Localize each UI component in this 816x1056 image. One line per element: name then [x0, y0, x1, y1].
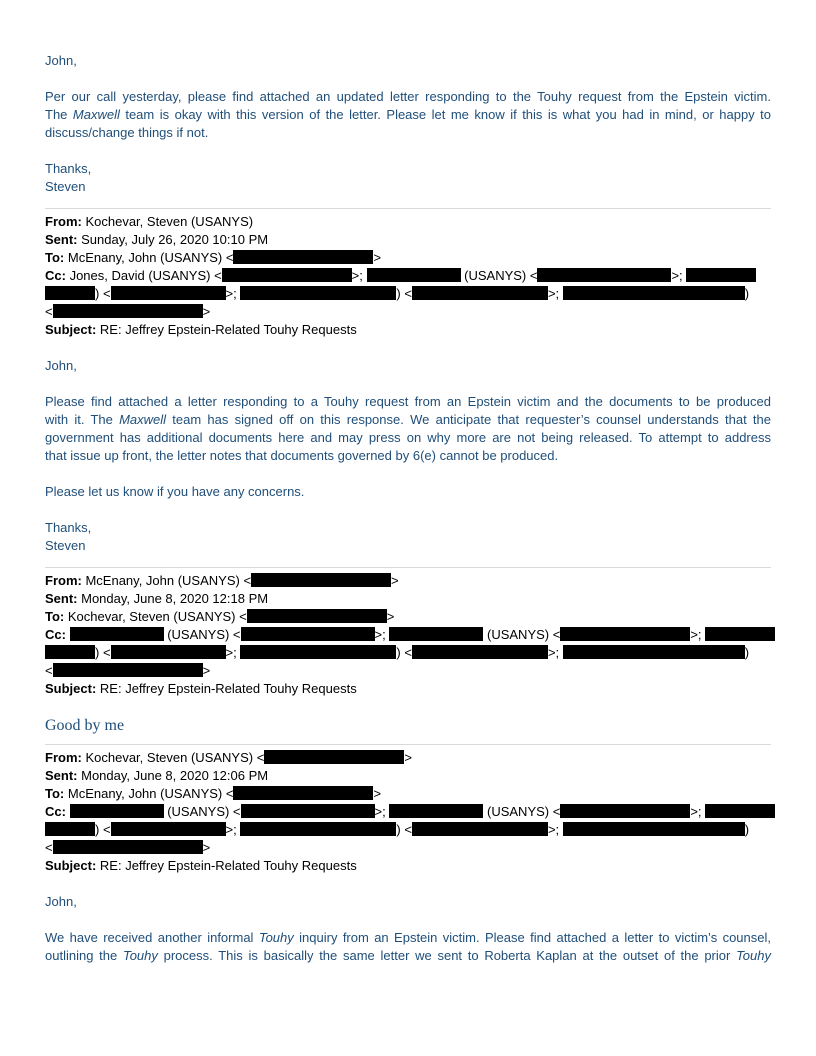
- redaction: [412, 822, 548, 836]
- redaction: [563, 822, 745, 836]
- body-line: outlining the Touhy process. This is basically the same letter we sent to Roberta Kaplan at the outset of the prior Touhy: [45, 948, 771, 963]
- redaction: [367, 268, 461, 282]
- redaction: [563, 645, 745, 659]
- cc-line-cont: ) < >; ) < >; ): [45, 821, 771, 839]
- body-line: discuss/change things if not.: [45, 125, 209, 140]
- redaction: [247, 609, 387, 623]
- redaction: [251, 573, 391, 587]
- redaction: [45, 822, 95, 836]
- divider: [45, 208, 771, 209]
- to-line: To: McEnany, John (USANYS) < >: [45, 250, 382, 265]
- redaction: [705, 627, 775, 641]
- divider: [45, 567, 771, 568]
- body-line: Per our call yesterday, please find attached an updated letter responding to the Touhy request from the Epstein victim.: [45, 89, 771, 104]
- redaction: [70, 804, 164, 818]
- email-body: Good by me: [45, 717, 125, 734]
- redaction: [241, 804, 375, 818]
- redaction: [240, 286, 396, 300]
- body-line: that issue up front, the letter notes that documents governed by 6(e) cannot be produced.: [45, 448, 559, 463]
- signature: Steven: [45, 179, 86, 194]
- signoff: Thanks,: [45, 161, 92, 176]
- redaction: [560, 627, 690, 641]
- sent-line: Sent: Monday, June 8, 2020 12:06 PM: [45, 768, 269, 783]
- to-line: To: McEnany, John (USANYS) < >: [45, 786, 382, 801]
- sent-line: Sent: Sunday, July 26, 2020 10:10 PM: [45, 232, 269, 247]
- redaction: [560, 804, 690, 818]
- redaction: [240, 822, 396, 836]
- cc-line: Cc: Jones, David (USANYS) < >; (USANYS) < >;: [45, 267, 771, 285]
- email-body: [45, 357, 771, 555]
- from-line: From: Kochevar, Steven (USANYS) < >: [45, 750, 412, 765]
- greeting: John,: [45, 358, 77, 373]
- cc-line-cont: < >: [45, 663, 211, 678]
- redaction: [45, 286, 95, 300]
- redaction: [240, 645, 396, 659]
- cc-line: Cc: (USANYS) < >; (USANYS) < >;: [45, 626, 771, 644]
- redaction: [45, 645, 95, 659]
- redaction: [412, 645, 548, 659]
- redaction: [111, 645, 226, 659]
- body-line: government has additional documents here and may press on why more are not being released. To attempt to address: [45, 430, 771, 445]
- sent-line: Sent: Monday, June 8, 2020 12:18 PM: [45, 591, 269, 606]
- redaction: [233, 786, 373, 800]
- redaction: [686, 268, 756, 282]
- redaction: [389, 804, 483, 818]
- from-line: From: McEnany, John (USANYS) < >: [45, 573, 399, 588]
- email-header: [45, 572, 771, 698]
- redaction: [705, 804, 775, 818]
- email-document: [45, 52, 771, 965]
- redaction: [222, 268, 352, 282]
- from-line: From: Kochevar, Steven (USANYS): [45, 214, 254, 229]
- cc-line-cont: ) < >; ) < >; ): [45, 644, 771, 662]
- cc-line: Cc: (USANYS) < >; (USANYS) < >;: [45, 803, 771, 821]
- redaction: [241, 627, 375, 641]
- cc-line-cont: < >: [45, 304, 211, 319]
- redaction: [111, 822, 226, 836]
- redaction: [389, 627, 483, 641]
- redaction: [111, 286, 226, 300]
- redaction: [563, 286, 745, 300]
- redaction: [537, 268, 671, 282]
- to-line: To: Kochevar, Steven (USANYS) < >: [45, 609, 395, 624]
- divider: [45, 744, 771, 745]
- subject-line: Subject: RE: Jeffrey Epstein-Related Touhy Requests: [45, 858, 357, 873]
- top-message: [45, 52, 771, 196]
- cc-line-cont: ) < >; ) < >; ): [45, 285, 771, 303]
- greeting: John,: [45, 53, 77, 68]
- body-line: Please find attached a letter responding to a Touhy request from an Epstein victim and the documents to be produced: [45, 394, 771, 409]
- redaction: [233, 250, 373, 264]
- email-header: [45, 749, 771, 875]
- email-header: [45, 213, 771, 339]
- email-body: [45, 893, 771, 965]
- signoff: Thanks,: [45, 520, 92, 535]
- body-line: The Maxwell team is okay with this version of the letter. Please let me know if this is what you had in mind, or happy to: [45, 107, 771, 122]
- signature: Steven: [45, 538, 86, 553]
- redaction: [264, 750, 404, 764]
- subject-line: Subject: RE: Jeffrey Epstein-Related Touhy Requests: [45, 681, 357, 696]
- body-line: Please let us know if you have any concerns.: [45, 484, 305, 499]
- redaction: [70, 627, 164, 641]
- body-line: with it. The Maxwell team has signed off on this response. We anticipate that requester’s counsel understands that the: [45, 412, 771, 427]
- redaction: [53, 663, 203, 677]
- redaction: [53, 840, 203, 854]
- greeting: John,: [45, 894, 77, 909]
- body-line: We have received another informal Touhy inquiry from an Epstein victim. Please find attached a letter to victim’s counsel,: [45, 930, 771, 945]
- cc-line-cont: < >: [45, 840, 211, 855]
- redaction: [53, 304, 203, 318]
- redaction: [412, 286, 548, 300]
- subject-line: Subject: RE: Jeffrey Epstein-Related Touhy Requests: [45, 322, 357, 337]
